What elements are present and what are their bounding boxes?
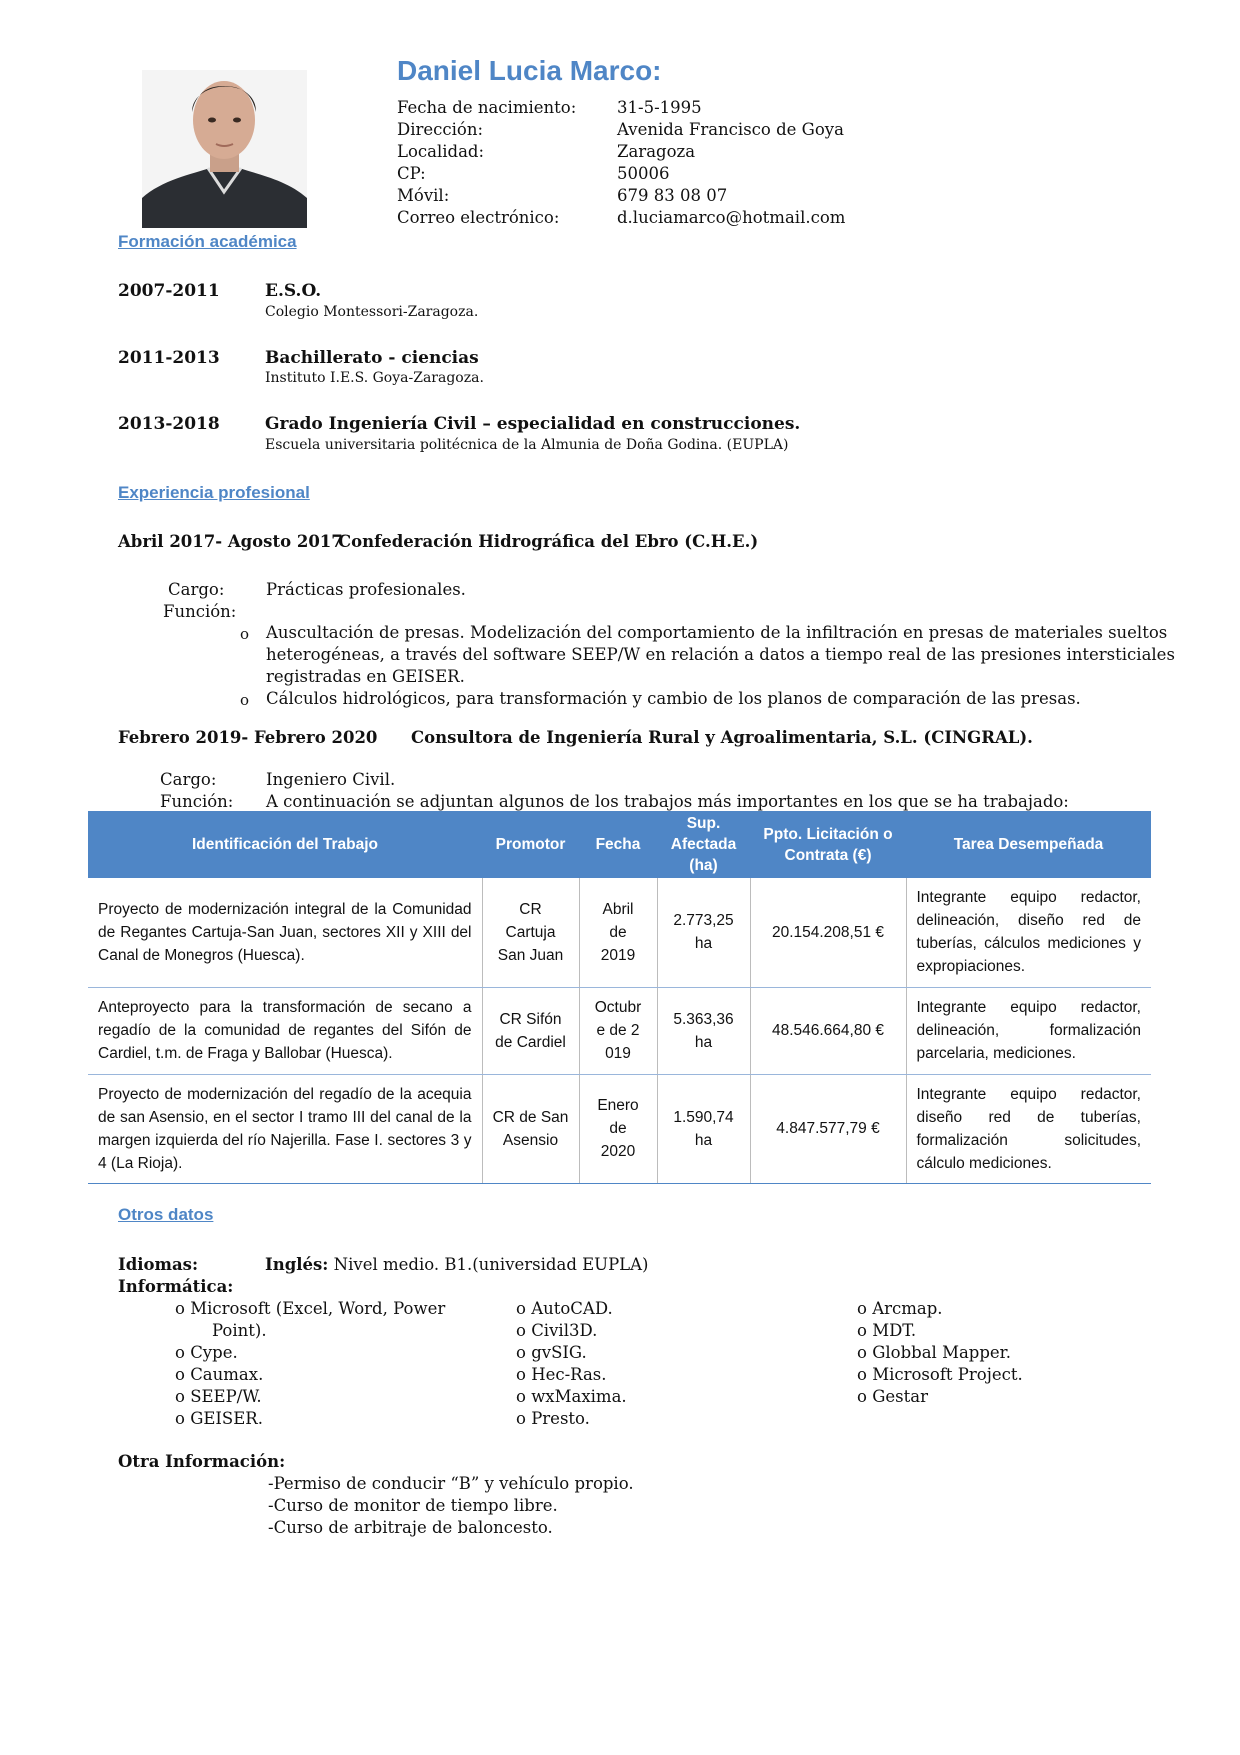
profile-photo (142, 70, 307, 228)
work-area: 5.363,36 ha (657, 987, 750, 1074)
education-title: Bachillerato - ciencias (265, 348, 479, 368)
bullet-icon: o (516, 1343, 526, 1362)
job-period: Abril 2017- Agosto 2017 (118, 532, 343, 551)
info-row-city (397, 142, 695, 161)
software-item: o Caumax. (175, 1365, 264, 1384)
work-promoter: CR Sifón de Cardiel (482, 987, 579, 1074)
work-task: Integrante equipo redactor, diseño red de tuberías, formalización solicitudes, cálculo mediciones. (906, 1074, 1151, 1183)
job-period: Febrero 2019- Febrero 2020 (118, 728, 378, 747)
bullet-icon: o (857, 1343, 867, 1362)
funcion-label: Función: (163, 602, 237, 621)
info-row-postcode (397, 164, 670, 183)
bullet-icon: o (516, 1321, 526, 1340)
info-label: Fecha de nacimiento: (397, 98, 577, 117)
education-heading: Formación académica (118, 232, 297, 251)
software-item: o Presto. (516, 1409, 590, 1428)
bullet-icon: o (857, 1299, 867, 1318)
table-row (88, 878, 1151, 987)
table-row (88, 1074, 1151, 1183)
bullet-icon: o (516, 1387, 526, 1406)
job-company: Confederación Hidrográfica del Ebro (C.H.E.) (338, 532, 759, 551)
software-item: o Arcmap. (857, 1299, 943, 1318)
cargo-label: Cargo: (160, 770, 217, 789)
other-info-label: Otra Información: (118, 1452, 286, 1471)
cargo-value: Prácticas profesionales. (266, 580, 466, 599)
info-label: Correo electrónico: (397, 208, 560, 227)
work-date: Octubre de 2019 (579, 987, 657, 1074)
work-budget: 20.154.208,51 € (750, 878, 906, 987)
education-years: 2007-2011 (118, 281, 220, 301)
work-promoter: CR de San Asensio (482, 1074, 579, 1183)
software-item: o wxMaxima. (516, 1387, 627, 1406)
software-item: o Microsoft Project. (857, 1365, 1023, 1384)
job-company: Consultora de Ingeniería Rural y Agroalimentaria, S.L. (CINGRAL). (411, 728, 1033, 747)
email-link[interactable]: d.luciamarco@hotmail.com (617, 208, 846, 227)
software-item: o Hec-Ras. (516, 1365, 607, 1384)
info-label: CP: (397, 164, 426, 183)
education-title: E.S.O. (265, 281, 322, 301)
work-identification: Anteproyecto para la transformación de secano a regadío de la comunidad de regantes del Sifón de Cardiel, t.m. de Fraga y Ballobar (Huesca). (88, 987, 482, 1074)
column-header: Ppto. Licitación o Contrata (€) (750, 811, 906, 878)
english-line (265, 1255, 649, 1274)
bullet-icon: o (857, 1387, 867, 1406)
info-label: Dirección: (397, 120, 484, 139)
info-value: 31-5-1995 (617, 98, 702, 117)
software-item: o MDT. (857, 1321, 917, 1340)
education-years: 2013-2018 (118, 414, 220, 434)
other-heading: Otros datos (118, 1205, 214, 1224)
work-task: Integrante equipo redactor, delineación, diseño red de tuberías, cálculos mediciones y expropiaciones. (906, 878, 1151, 987)
table-row (88, 987, 1151, 1074)
work-budget: 4.847.577,79 € (750, 1074, 906, 1183)
bullet-icon: o (516, 1365, 526, 1384)
english-level: Nivel medio. B1.(universidad EUPLA) (333, 1255, 649, 1274)
bullet-icon: o (175, 1343, 185, 1362)
function-line: heterogéneas, a través del software SEEP/W en relación a datos a tiempo real de las presiones intersticiales (266, 645, 1175, 664)
work-promoter: CR Cartuja San Juan (482, 878, 579, 987)
other-info-item: -Curso de arbitraje de baloncesto. (268, 1518, 553, 1537)
function-line: Auscultación de presas. Modelización del comportamiento de la infiltración en presas de materiales sueltos (266, 623, 1168, 642)
works-table (88, 811, 1151, 1184)
bullet-icon: o (175, 1387, 185, 1406)
education-title: Grado Ingeniería Civil – especialidad en construcciones. (265, 414, 801, 434)
experience-heading: Experiencia profesional (118, 483, 310, 502)
software-item: o Globbal Mapper. (857, 1343, 1012, 1362)
info-row-birthdate (397, 98, 702, 117)
software-item-continued: Point). (212, 1321, 267, 1340)
software-item: o GEISER. (175, 1409, 263, 1428)
info-row-phone (397, 186, 727, 205)
info-label: Localidad: (397, 142, 485, 161)
column-header: Promotor (482, 811, 579, 878)
computing-label: Informática: (118, 1277, 234, 1296)
info-value: Zaragoza (617, 142, 696, 161)
funcion-value: A continuación se adjuntan algunos de los trabajos más importantes en los que se ha trabajado: (266, 792, 1069, 811)
work-budget: 48.546.664,80 € (750, 987, 906, 1074)
english-label: Inglés: (265, 1255, 329, 1274)
bullet-icon: o (240, 691, 250, 709)
function-line: registradas en GEISER. (266, 667, 465, 686)
bullet-icon: o (175, 1299, 185, 1318)
candidate-name: Daniel Lucia Marco: (397, 55, 662, 86)
software-item: o gvSIG. (516, 1343, 587, 1362)
info-value: 679 83 08 07 (617, 186, 728, 205)
education-place: Colegio Montessori-Zaragoza. (265, 304, 479, 320)
column-header: Tarea Desempeñada (906, 811, 1151, 878)
column-header: Identificación del Trabajo (88, 811, 482, 878)
bullet-icon: o (516, 1409, 526, 1428)
work-identification: Proyecto de modernización del regadío de la acequia de san Asensio, en el sector I tramo III del canal de la margen izquierda del río Najerilla. Fase I. sectores 3 y 4 (La Rioja). (88, 1074, 482, 1183)
info-value: Avenida Francisco de Goya (617, 120, 844, 139)
work-date: Abril de 2019 (579, 878, 657, 987)
work-area: 2.773,25 ha (657, 878, 750, 987)
work-area: 1.590,74 ha (657, 1074, 750, 1183)
column-header: Sup. Afectada (ha) (657, 811, 750, 878)
info-row-email (397, 208, 845, 227)
work-task: Integrante equipo redactor, delineación, formalización parcelaria, mediciones. (906, 987, 1151, 1074)
bullet-icon: o (175, 1409, 185, 1428)
education-place: Instituto I.E.S. Goya-Zaragoza. (265, 370, 484, 386)
software-item: o Civil3D. (516, 1321, 598, 1340)
bullet-icon: o (516, 1299, 526, 1318)
cargo-label: Cargo: (168, 580, 225, 599)
education-years: 2011-2013 (118, 348, 220, 368)
other-info-item: -Permiso de conducir “B” y vehículo propio. (268, 1474, 634, 1493)
work-date: Enero de 2020 (579, 1074, 657, 1183)
function-line: Cálculos hidrológicos, para transformación y cambio de los planos de comparación de las presas. (266, 689, 1081, 708)
education-place: Escuela universitaria politécnica de la Almunia de Doña Godina. (EUPLA) (265, 437, 789, 453)
info-row-address (397, 120, 844, 139)
software-item: o AutoCAD. (516, 1299, 613, 1318)
bullet-icon: o (857, 1365, 867, 1384)
software-item: o Cype. (175, 1343, 238, 1362)
column-header: Fecha (579, 811, 657, 878)
funcion-label: Función: (160, 792, 234, 811)
cargo-value: Ingeniero Civil. (266, 770, 396, 789)
info-label: Móvil: (397, 186, 450, 205)
languages-label: Idiomas: (118, 1255, 199, 1274)
other-info-item: -Curso de monitor de tiempo libre. (268, 1496, 558, 1515)
software-item: o SEEP/W. (175, 1387, 262, 1406)
bullet-icon: o (240, 625, 250, 643)
info-value: 50006 (617, 164, 670, 183)
bullet-icon: o (175, 1365, 185, 1384)
bullet-icon: o (857, 1321, 867, 1340)
table-header-row (88, 811, 1151, 878)
work-identification: Proyecto de modernización integral de la Comunidad de Regantes Cartuja-San Juan, sectores XII y XIII del Canal de Monegros (Huesca). (88, 878, 482, 987)
software-item: o Gestar (857, 1387, 928, 1406)
software-item: o Microsoft (Excel, Word, Power (175, 1299, 446, 1318)
